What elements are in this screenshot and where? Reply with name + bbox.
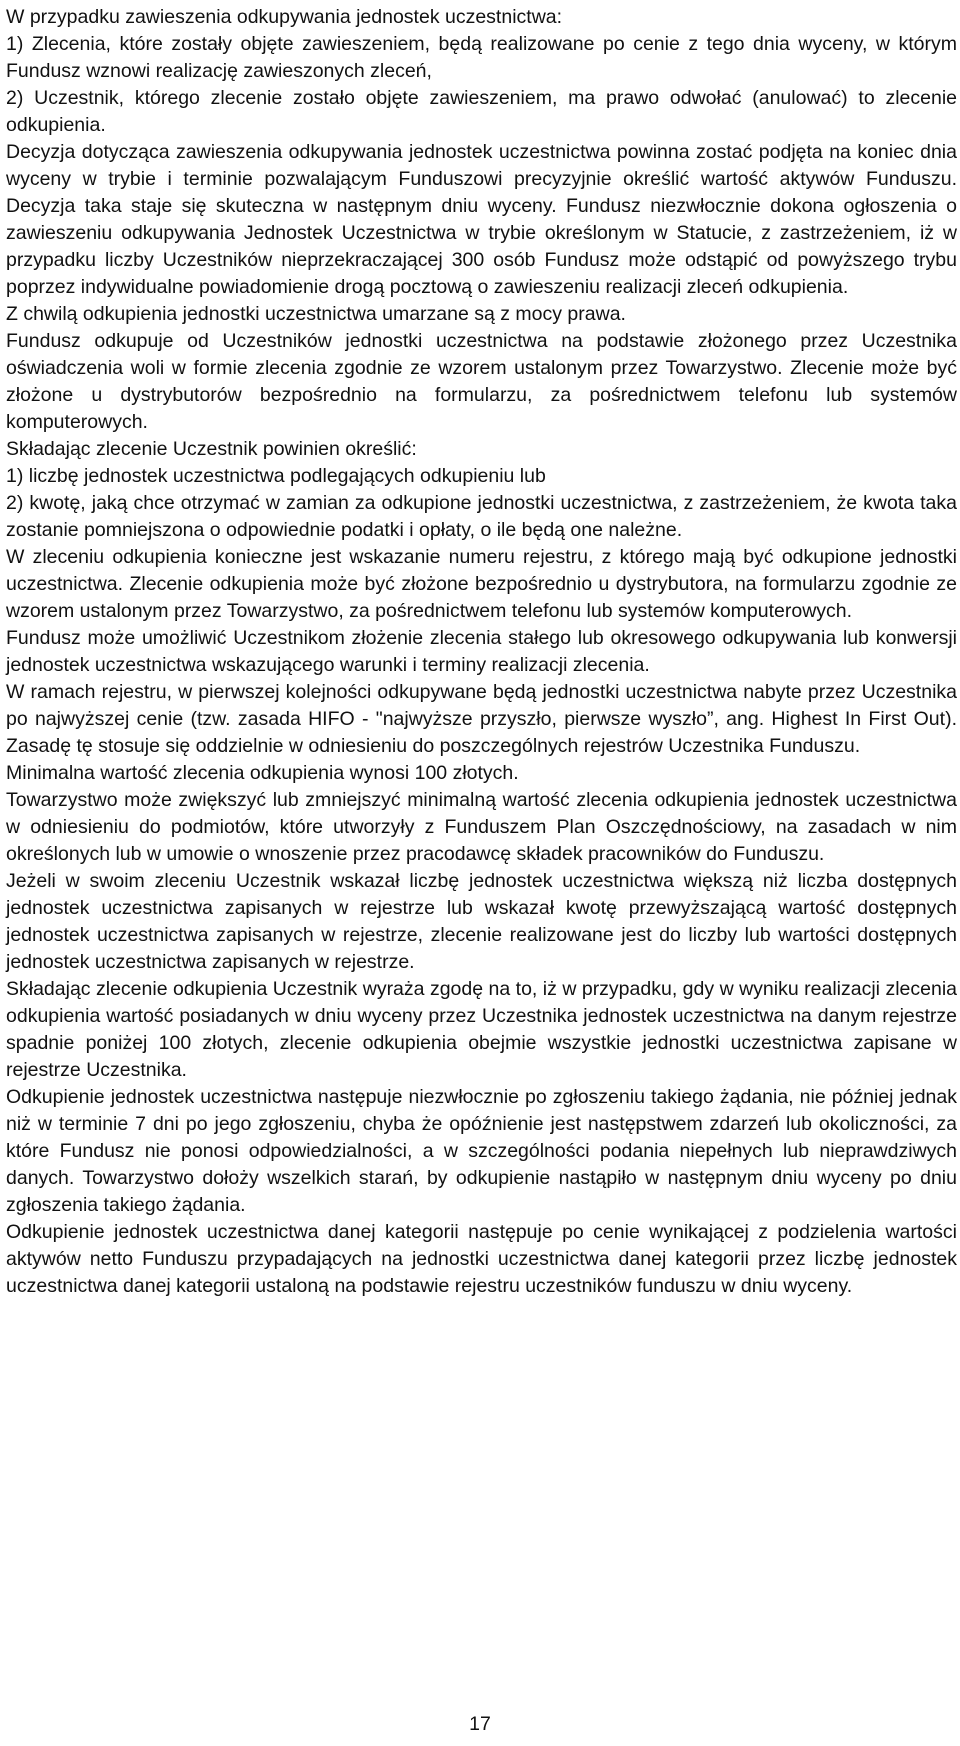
paragraph-minimum-value-change: Towarzystwo może zwiększyć lub zmniejszyć minimalną wartość zlecenia odkupienia jednostek uczestnictwa w odniesieniu do podmiotów, które utworzyły z Funduszem Plan Oszczędnościowy, na zasadach w nim określonych lub w umowie o wnoszenie przez pracodawcę składek pracowników do Funduszu. xyxy=(6,789,957,865)
paragraph-standing-orders: Fundusz może umożliwić Uczestnikom złożenie zlecenia stałego lub okresowego odkupywania lub konwersji jednostek uczestnictwa wskazującego warunki i terminy realizacji zlecenia. xyxy=(6,627,957,676)
paragraph-hifo-rule: W ramach rejestru, w pierwszej kolejności odkupywane będą jednostki uczestnictwa nabyte przez Uczestnika po najwyższej cenie (tzw. zasada HIFO - "najwyższe przyszło, pierwsze wyszło”, ang. Highest In First Out). Zasadę tę stosuje się oddzielnie w odniesieniu do poszczególnych rejestrów Uczestnika Funduszu. xyxy=(6,681,957,757)
paragraph-redemption-order: Fundusz odkupuje od Uczestników jednostki uczestnictwa na podstawie złożonego przez Uczestnika oświadczenia woli w formie zlecenia zgodnie ze wzorem ustalonym przez Towarzystwo. Zlecenie może być złożone u dystrybutorów bezpośrednio na formularzu, za pośrednictwem telefonu lub systemów komputerowych. xyxy=(6,330,957,433)
paragraph-excess-order: Jeżeli w swoim zleceniu Uczestnik wskazał liczbę jednostek uczestnictwa większą niż liczba dostępnych jednostek uczestnictwa zapisanych w rejestrze lub wskazał kwotę przewyższającą wartość dostępnych jednostek uczestnictwa zapisanych w rejestrze, zlecenie realizowane jest do liczby lub wartości dostępnych jednostek uczestnictwa zapisanych w rejestrze. xyxy=(6,870,957,973)
paragraph-redemption-timing: Odkupienie jednostek uczestnictwa następuje niezwłocznie po zgłoszeniu takiego żądania, nie później jednak niż w terminie 7 dni po jego zgłoszeniu, chyba że opóźnienie jest następstwem zdarzeń lub okoliczności, za które Fundusz nie ponosi odpowiedzialności, a w szczególności podania niepełnych lub nieprawdziwych danych. Towarzystwo dołoży wszelkich starań, by odkupienie nastąpiło w następnym dniu wyceny po dniu zgłoszenia takiego żądania. xyxy=(6,1086,957,1216)
paragraph-suspension-intro: W przypadku zawieszenia odkupywania jednostek uczestnictwa: xyxy=(6,6,563,28)
paragraph-order-requirements-intro: Składając zlecenie Uczestnik powinien określić: xyxy=(6,438,417,460)
paragraph-suspension-point-1: 1) Zlecenia, które zostały objęte zawieszeniem, będą realizowane po cenie z tego dnia wyceny, w którym Fundusz wznowi realizację zawieszonych zleceń, xyxy=(6,33,957,82)
paragraph-suspension-point-2: 2) Uczestnik, którego zlecenie zostało objęte zawieszeniem, ma prawo odwołać (anulować) to zlecenie odkupienia. xyxy=(6,87,957,136)
paragraph-minimum-value: Minimalna wartość zlecenia odkupienia wynosi 100 złotych. xyxy=(6,762,519,784)
page-number: 17 xyxy=(469,1713,491,1735)
paragraph-order-requirement-2: 2) kwotę, jaką chce otrzymać w zamian za odkupione jednostki uczestnictwa, z zastrzeżeniem, że kwota taka zostanie pomniejszona o odpowiednie podatki i opłaty, o ile będą one należne. xyxy=(6,492,957,541)
document-page xyxy=(6,4,957,1300)
paragraph-redemption-price: Odkupienie jednostek uczestnictwa danej kategorii następuje po cenie wynikającej z podzielenia wartości aktywów netto Funduszu przypadających na jednostki uczestnictwa danej kategorii przez liczbę jednostek uczestnictwa danej kategorii ustaloną na podstawie rejestru uczestników funduszu w dniu wyceny. xyxy=(6,1221,957,1297)
paragraph-full-redemption-consent: Składając zlecenie odkupienia Uczestnik wyraża zgodę na to, iż w przypadku, gdy w wyniku realizacji zlecenia odkupienia wartość posiadanych w dniu wyceny przez Uczestnika jednostek uczestnictwa na danym rejestrze spadnie poniżej 100 złotych, zlecenie odkupienia obejmie wszystkie jednostki uczestnictwa zapisane w rejestrze Uczestnika. xyxy=(6,978,957,1081)
paragraph-redemption-cancellation: Z chwilą odkupienia jednostki uczestnictwa umarzane są z mocy prawa. xyxy=(6,303,626,325)
paragraph-register-number: W zleceniu odkupienia konieczne jest wskazanie numeru rejestru, z którego mają być odkupione jednostki uczestnictwa. Zlecenie odkupienia może być złożone bezpośrednio u dystrybutora, na formularzu zgodnie ze wzorem ustalonym przez Towarzystwo, za pośrednictwem telefonu lub systemów komputerowych. xyxy=(6,546,957,622)
paragraph-order-requirement-1: 1) liczbę jednostek uczestnictwa podlegających odkupieniu lub xyxy=(6,465,546,487)
paragraph-suspension-decision: Decyzja dotycząca zawieszenia odkupywania jednostek uczestnictwa powinna zostać podjęta na koniec dnia wyceny w trybie i terminie pozwalającym Funduszowi precyzyjnie określić wartość aktywów Funduszu. Decyzja taka staje się skuteczna w następnym dniu wyceny. Fundusz niezwłocznie dokona ogłoszenia o zawieszeniu odkupywania Jednostek Uczestnictwa w trybie określonym w Statucie, z zastrzeżeniem, iż w przypadku liczby Uczestników nieprzekraczającej 300 osób Fundusz może odstąpić od powyższego trybu poprzez indywidualne powiadomienie drogą pocztową o zawieszeniu realizacji zleceń odkupienia. xyxy=(6,141,957,298)
